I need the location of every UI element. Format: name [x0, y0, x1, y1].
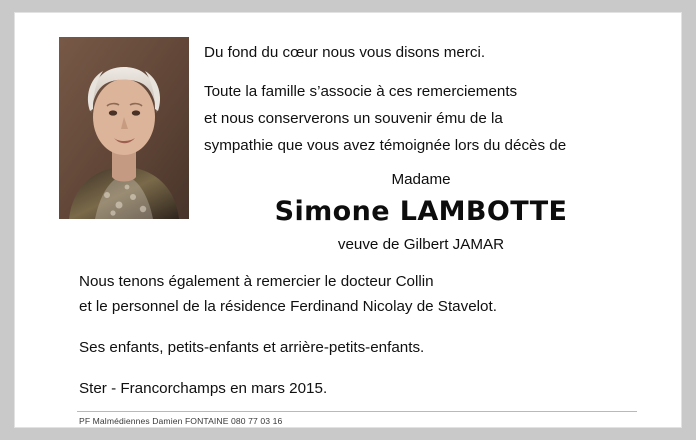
intro-line-4: sympathie que vous avez témoignée lors du décès de: [204, 137, 567, 154]
memorial-card: [14, 12, 682, 428]
funeral-home-credit: PF Malmédiennes Damien FONTAINE 080 77 03 16: [79, 416, 283, 426]
body-line-2: et le personnel de la résidence Ferdinand Nicolay de Stavelot.: [79, 298, 497, 315]
intro-line-1: Du fond du cœur nous vous disons merci.: [204, 44, 486, 61]
deceased-block: [201, 168, 641, 258]
spacer: [79, 360, 669, 376]
spacer: [204, 66, 664, 78]
intro-line-2: Toute la famille s’associe à ces remerciements: [204, 83, 518, 100]
footer-divider: [77, 411, 637, 412]
body-text: [79, 269, 669, 401]
body-line-3: Ses enfants, petits-enfants et arrière-petits-enfants.: [79, 339, 425, 356]
deceased-name: Simone LAMBOTTE: [274, 196, 568, 227]
portrait-image: [59, 37, 189, 219]
body-line-1: Nous tenons également à remercier le docteur Collin: [79, 273, 434, 290]
intro-line-3: et nous conserverons un souvenir ému de la: [204, 110, 503, 127]
body-line-4: Ster - Francorchamps en mars 2015.: [79, 380, 328, 397]
spacer: [79, 319, 669, 335]
portrait-photo: [59, 37, 189, 219]
spouse-line: veuve de Gilbert JAMAR: [337, 236, 505, 253]
intro-text: [204, 39, 664, 159]
honorific: Madame: [391, 171, 451, 188]
